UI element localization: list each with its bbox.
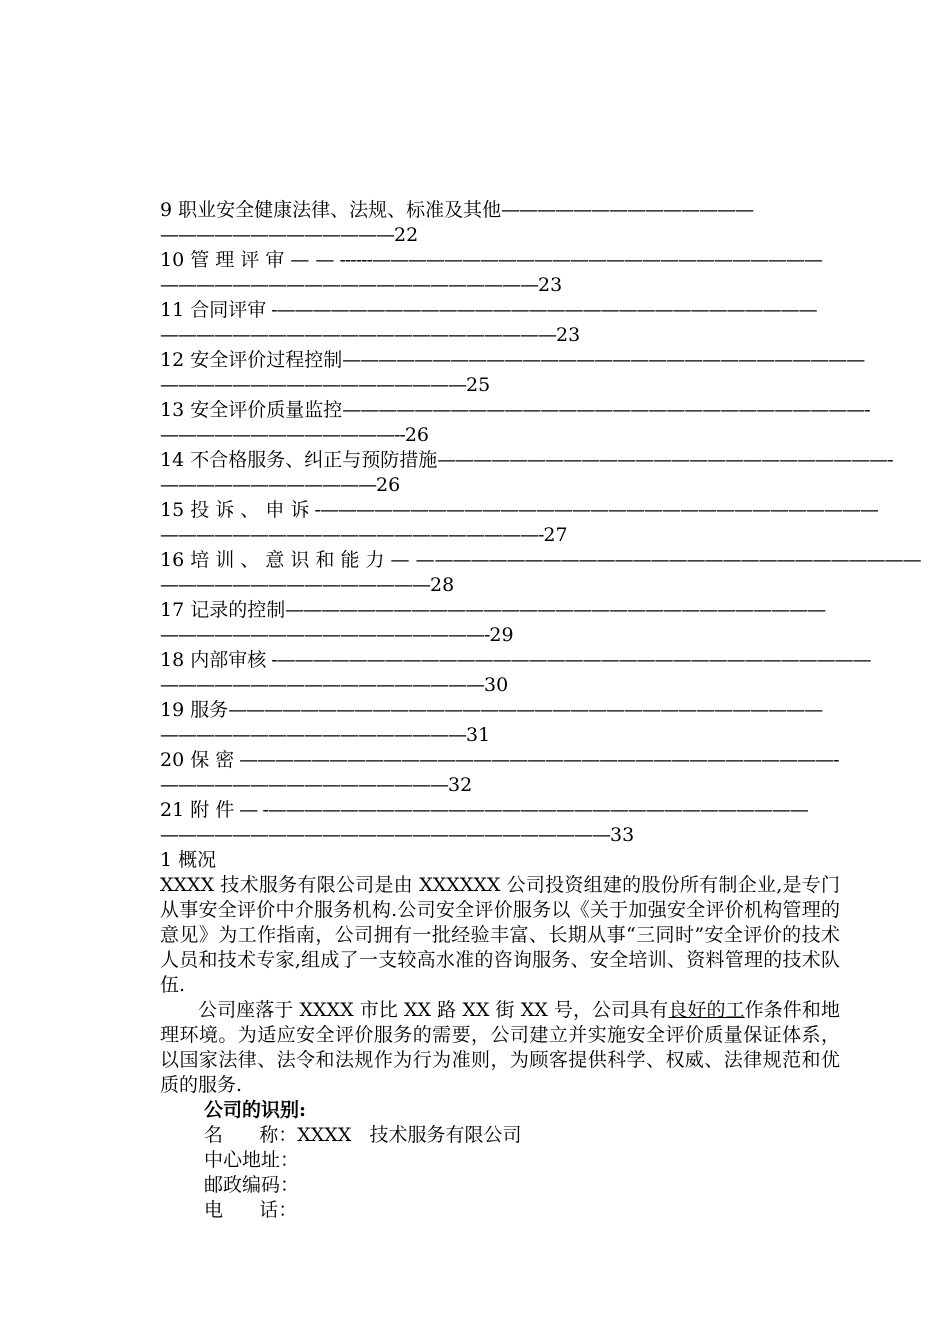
toc-entry-line2 bbox=[160, 573, 840, 598]
toc-page-number: 26 bbox=[376, 474, 401, 496]
toc-entry-line1 bbox=[160, 748, 840, 773]
toc-page-number: 23 bbox=[556, 324, 581, 346]
toc-page-number: 25 bbox=[466, 374, 491, 396]
toc-entry[interactable] bbox=[160, 398, 870, 448]
toc-leader-dashes: —————————————————————————————- bbox=[342, 399, 870, 421]
toc-leader-dashes: ——————————————— bbox=[160, 574, 430, 596]
identity-field bbox=[160, 1148, 840, 1173]
toc-page-number: 33 bbox=[610, 824, 635, 846]
toc-leader-dashes: ------————————————————————————— bbox=[334, 249, 822, 271]
toc-entry-title: 12 安全评价过程控制 bbox=[160, 349, 343, 371]
toc-entry-title: 14 不合格服务、纠正与预防措施 bbox=[160, 449, 438, 471]
toc-leader-dashes: -—————————————————————————————— bbox=[266, 299, 817, 321]
identity-heading: 公司的识别: bbox=[204, 1099, 307, 1121]
toc-entry-title: 9 职业安全健康法律、法规、标准及其他 bbox=[160, 199, 502, 221]
toc-entry-line1 bbox=[160, 548, 921, 573]
toc-entry-line2 bbox=[160, 423, 840, 448]
toc-entry-title: 11 合同评审 bbox=[160, 299, 267, 321]
overview-paragraph-2 bbox=[160, 998, 840, 1098]
toc-leader-dashes: —————————————————————— bbox=[160, 324, 556, 346]
toc-leader-dashes: -——————————————————————————————— bbox=[309, 499, 878, 521]
toc-leader-dashes: —————————————— bbox=[501, 199, 754, 221]
toc-entry-line2 bbox=[160, 773, 840, 798]
toc-entry-line2 bbox=[160, 323, 840, 348]
toc-entry-title: 18 内部审核 bbox=[160, 649, 267, 671]
toc-entry[interactable] bbox=[160, 448, 893, 498]
toc-leader-dashes: ————————————————————————— bbox=[160, 824, 610, 846]
toc-entry-line1 bbox=[160, 498, 878, 523]
toc-leader-dashes: —————————————-- bbox=[160, 424, 405, 446]
identity-field-value: XXXX 技术服务有限公司 bbox=[297, 1124, 522, 1146]
toc-entry-line2 bbox=[160, 473, 840, 498]
toc-page-number: 27 bbox=[543, 524, 568, 546]
identity-field-label: 中心地址： bbox=[204, 1149, 300, 1171]
toc-entry-title: 17 记录的控制 bbox=[160, 599, 286, 621]
paragraph-2-end: 作条件和地理环境。为适应安全评价服务的需要，公司建立并实施安全评价质量保证体系，以国家法律、法令和法规作为行为准则，为顾客提供科学、权威、法律规范和优质的服务. bbox=[160, 999, 840, 1096]
overview-paragraph-1: XXXX 技术服务有限公司是由 XXXXXX 公司投资组建的股份所有制企业,是专门从事安全评价中介服务机构.公司安全评价服务以《关于加强安全评价机构管理的意见》为工作指南，公司拥有一批经验丰富、长期从事“三同时”安全评价的技术人员和技术专家,组成了一支较高水准的咨询服务、安全培训、资料管理的技术队伍. bbox=[160, 874, 840, 996]
toc-entry[interactable] bbox=[160, 748, 840, 798]
toc-entry-line1 bbox=[160, 248, 840, 273]
toc-entry-line1 bbox=[160, 798, 840, 823]
toc-page-number: 32 bbox=[448, 774, 473, 796]
toc-leader-dashes: —————————————————— bbox=[160, 674, 484, 696]
toc-entry-line1 bbox=[160, 398, 870, 423]
toc-page-number: 22 bbox=[394, 224, 419, 246]
paragraph-2-start: 公司座落于 XXXX 市比 XX 路 XX 街 XX 号，公司具有 bbox=[198, 999, 669, 1021]
toc-entry[interactable] bbox=[160, 348, 865, 398]
toc-entry[interactable] bbox=[160, 548, 921, 598]
toc-leader-dashes: ———————————————— bbox=[160, 774, 448, 796]
toc-entry-line2 bbox=[160, 523, 840, 548]
identity-field-label: 电 话： bbox=[204, 1199, 298, 1221]
toc-leader-dashes: —————————————————————————————————- bbox=[234, 749, 839, 771]
toc-entry[interactable] bbox=[160, 198, 840, 248]
toc-page-number: 29 bbox=[489, 624, 514, 646]
toc-leader-dashes: ————————————————————— bbox=[160, 274, 538, 296]
toc-entry-line1 bbox=[160, 298, 840, 323]
toc-entry[interactable] bbox=[160, 798, 840, 848]
identity-field-label: 名 称： bbox=[204, 1124, 298, 1146]
document-content bbox=[160, 198, 921, 1223]
toc-leader-dashes: ————————————————————————————————— bbox=[228, 699, 823, 721]
toc-entry-title: 15 投 诉 、 申 诉 bbox=[160, 499, 310, 521]
toc-leader-dashes: —————————————————————————————— bbox=[285, 599, 826, 621]
toc-entry-line1 bbox=[160, 598, 840, 623]
underlined-text: 良好的工 bbox=[668, 999, 745, 1021]
toc-entry-title: 21 附 件 bbox=[160, 799, 235, 821]
toc-entry-title: 16 培 训 、 意 识 和 能 力 — — bbox=[160, 549, 435, 571]
toc-entry-line2 bbox=[160, 273, 840, 298]
toc-leader-dashes: ————————————— bbox=[160, 224, 394, 246]
table-of-contents bbox=[160, 198, 921, 848]
toc-page-number: 23 bbox=[538, 274, 563, 296]
identity-field bbox=[160, 1173, 840, 1198]
toc-leader-dashes: ——————————————————- bbox=[160, 624, 490, 646]
toc-leader-dashes: ———————————— bbox=[160, 474, 376, 496]
toc-entry[interactable] bbox=[160, 648, 871, 698]
identity-fields bbox=[160, 1123, 840, 1223]
identity-field bbox=[160, 1198, 840, 1223]
toc-entry-line1 bbox=[160, 348, 865, 373]
toc-leader-dashes: ————————————————— bbox=[160, 724, 466, 746]
toc-page-number: 26 bbox=[404, 424, 430, 446]
section-title: 1 概况 bbox=[160, 849, 217, 871]
toc-entry-line1 bbox=[160, 648, 871, 673]
toc-entry-line2 bbox=[160, 673, 840, 698]
toc-leader-dashes: —————————————————————————- bbox=[437, 449, 893, 471]
toc-entry-title: 10 管 理 评 审 — — bbox=[160, 249, 335, 271]
toc-entry[interactable] bbox=[160, 498, 878, 548]
toc-entry[interactable] bbox=[160, 698, 840, 748]
toc-entry[interactable] bbox=[160, 248, 840, 298]
toc-leader-dashes: —————————————————————- bbox=[160, 524, 544, 546]
toc-leader-dashes: ————————————————————————————— bbox=[342, 349, 865, 371]
toc-page-number: 31 bbox=[466, 724, 491, 746]
toc-leader-dashes: -————————————————————————————————— bbox=[266, 649, 871, 671]
toc-leader-dashes: ————————————————— bbox=[160, 374, 466, 396]
toc-entry-title: 13 安全评价质量监控 bbox=[160, 399, 343, 421]
toc-entry-title: 20 保 密 bbox=[160, 749, 235, 771]
toc-entry[interactable] bbox=[160, 298, 840, 348]
toc-entry-line1 bbox=[160, 448, 893, 473]
identity-field-label: 邮政编码： bbox=[204, 1174, 300, 1196]
toc-entry-line2 bbox=[160, 223, 840, 248]
toc-entry-line2 bbox=[160, 373, 840, 398]
toc-entry-line2 bbox=[160, 623, 840, 648]
toc-entry-line2 bbox=[160, 823, 840, 848]
toc-entry-line1 bbox=[160, 198, 840, 223]
toc-leader-dashes: — -—————————————————————————————— bbox=[234, 799, 808, 821]
toc-page-number: 30 bbox=[484, 674, 509, 696]
toc-page-number: 28 bbox=[430, 574, 455, 596]
toc-leader-dashes: ——————————————————————————— bbox=[434, 549, 921, 571]
toc-entry-line1 bbox=[160, 698, 840, 723]
toc-entry-title: 19 服务 bbox=[160, 699, 229, 721]
identity-field bbox=[160, 1123, 840, 1148]
toc-entry[interactable] bbox=[160, 598, 840, 648]
toc-entry-line2 bbox=[160, 723, 840, 748]
